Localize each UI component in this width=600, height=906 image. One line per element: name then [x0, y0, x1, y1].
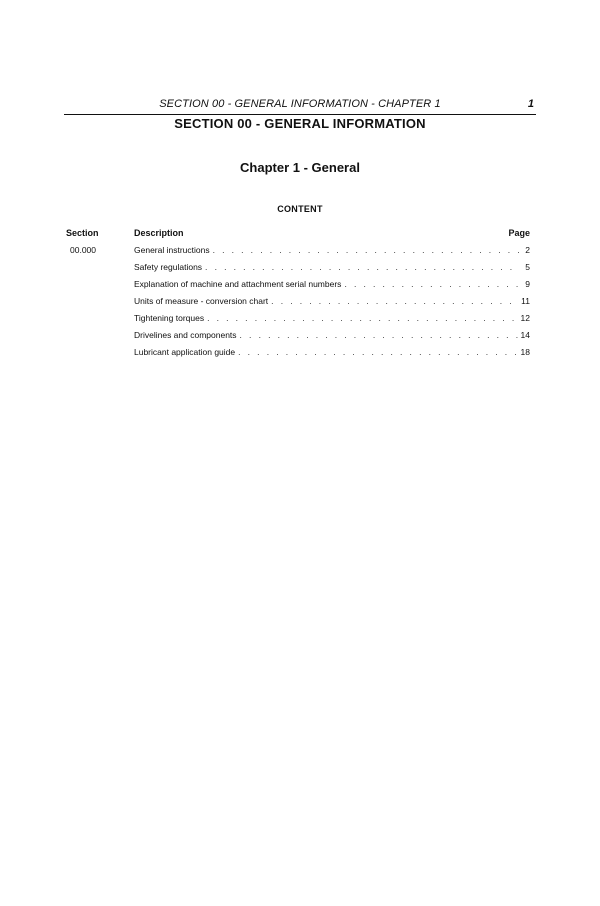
content-heading: CONTENT [277, 204, 323, 214]
dot-leader [238, 347, 517, 357]
dot-leader [344, 279, 519, 289]
dot-leader [207, 313, 517, 323]
toc-entry [134, 296, 530, 306]
toc-page-number: 11 [521, 296, 530, 306]
section-title: SECTION 00 - GENERAL INFORMATION [174, 116, 426, 131]
toc-page-number: 5 [525, 262, 530, 272]
toc-row[interactable] [66, 262, 530, 279]
toc-entry [134, 313, 530, 323]
toc-description: Units of measure - conversion chart [134, 296, 269, 306]
running-header [64, 98, 536, 115]
toc-page-number: 2 [525, 245, 530, 255]
toc-header [66, 228, 530, 240]
running-header-title: SECTION 00 - GENERAL INFORMATION - CHAPTER 1 [159, 98, 441, 110]
dot-leader [271, 296, 518, 306]
toc-description: Drivelines and components [134, 330, 237, 340]
toc-page-number: 9 [525, 279, 530, 289]
toc-row[interactable] [66, 245, 530, 262]
toc-description: General instructions [134, 245, 210, 255]
toc-entry [134, 245, 530, 255]
toc-entry [134, 347, 530, 357]
page-number: 1 [527, 98, 534, 110]
toc-entry [134, 330, 530, 340]
dot-leader [213, 245, 519, 255]
toc-column-description: Description [134, 228, 184, 238]
toc-row[interactable] [66, 313, 530, 330]
toc-entry [134, 262, 530, 272]
toc-entry [134, 279, 530, 289]
table-of-contents [66, 245, 530, 364]
toc-row[interactable] [66, 296, 530, 313]
toc-description: Tightening torques [134, 313, 205, 323]
dot-leader [205, 262, 519, 272]
toc-description: Lubricant application guide [134, 347, 236, 357]
toc-column-page: Page [508, 228, 530, 238]
toc-row[interactable] [66, 330, 530, 347]
toc-section-number: 00.000 [70, 245, 96, 255]
toc-column-section: Section [66, 228, 99, 238]
chapter-title: Chapter 1 - General [240, 160, 360, 175]
toc-description: Explanation of machine and attachment serial numbers [134, 279, 342, 289]
toc-row[interactable] [66, 347, 530, 364]
toc-page-number: 18 [520, 347, 530, 357]
toc-description: Safety regulations [134, 262, 203, 272]
dot-leader [240, 330, 518, 340]
toc-page-number: 12 [520, 313, 530, 323]
toc-row[interactable] [66, 279, 530, 296]
toc-page-number: 14 [520, 330, 530, 340]
